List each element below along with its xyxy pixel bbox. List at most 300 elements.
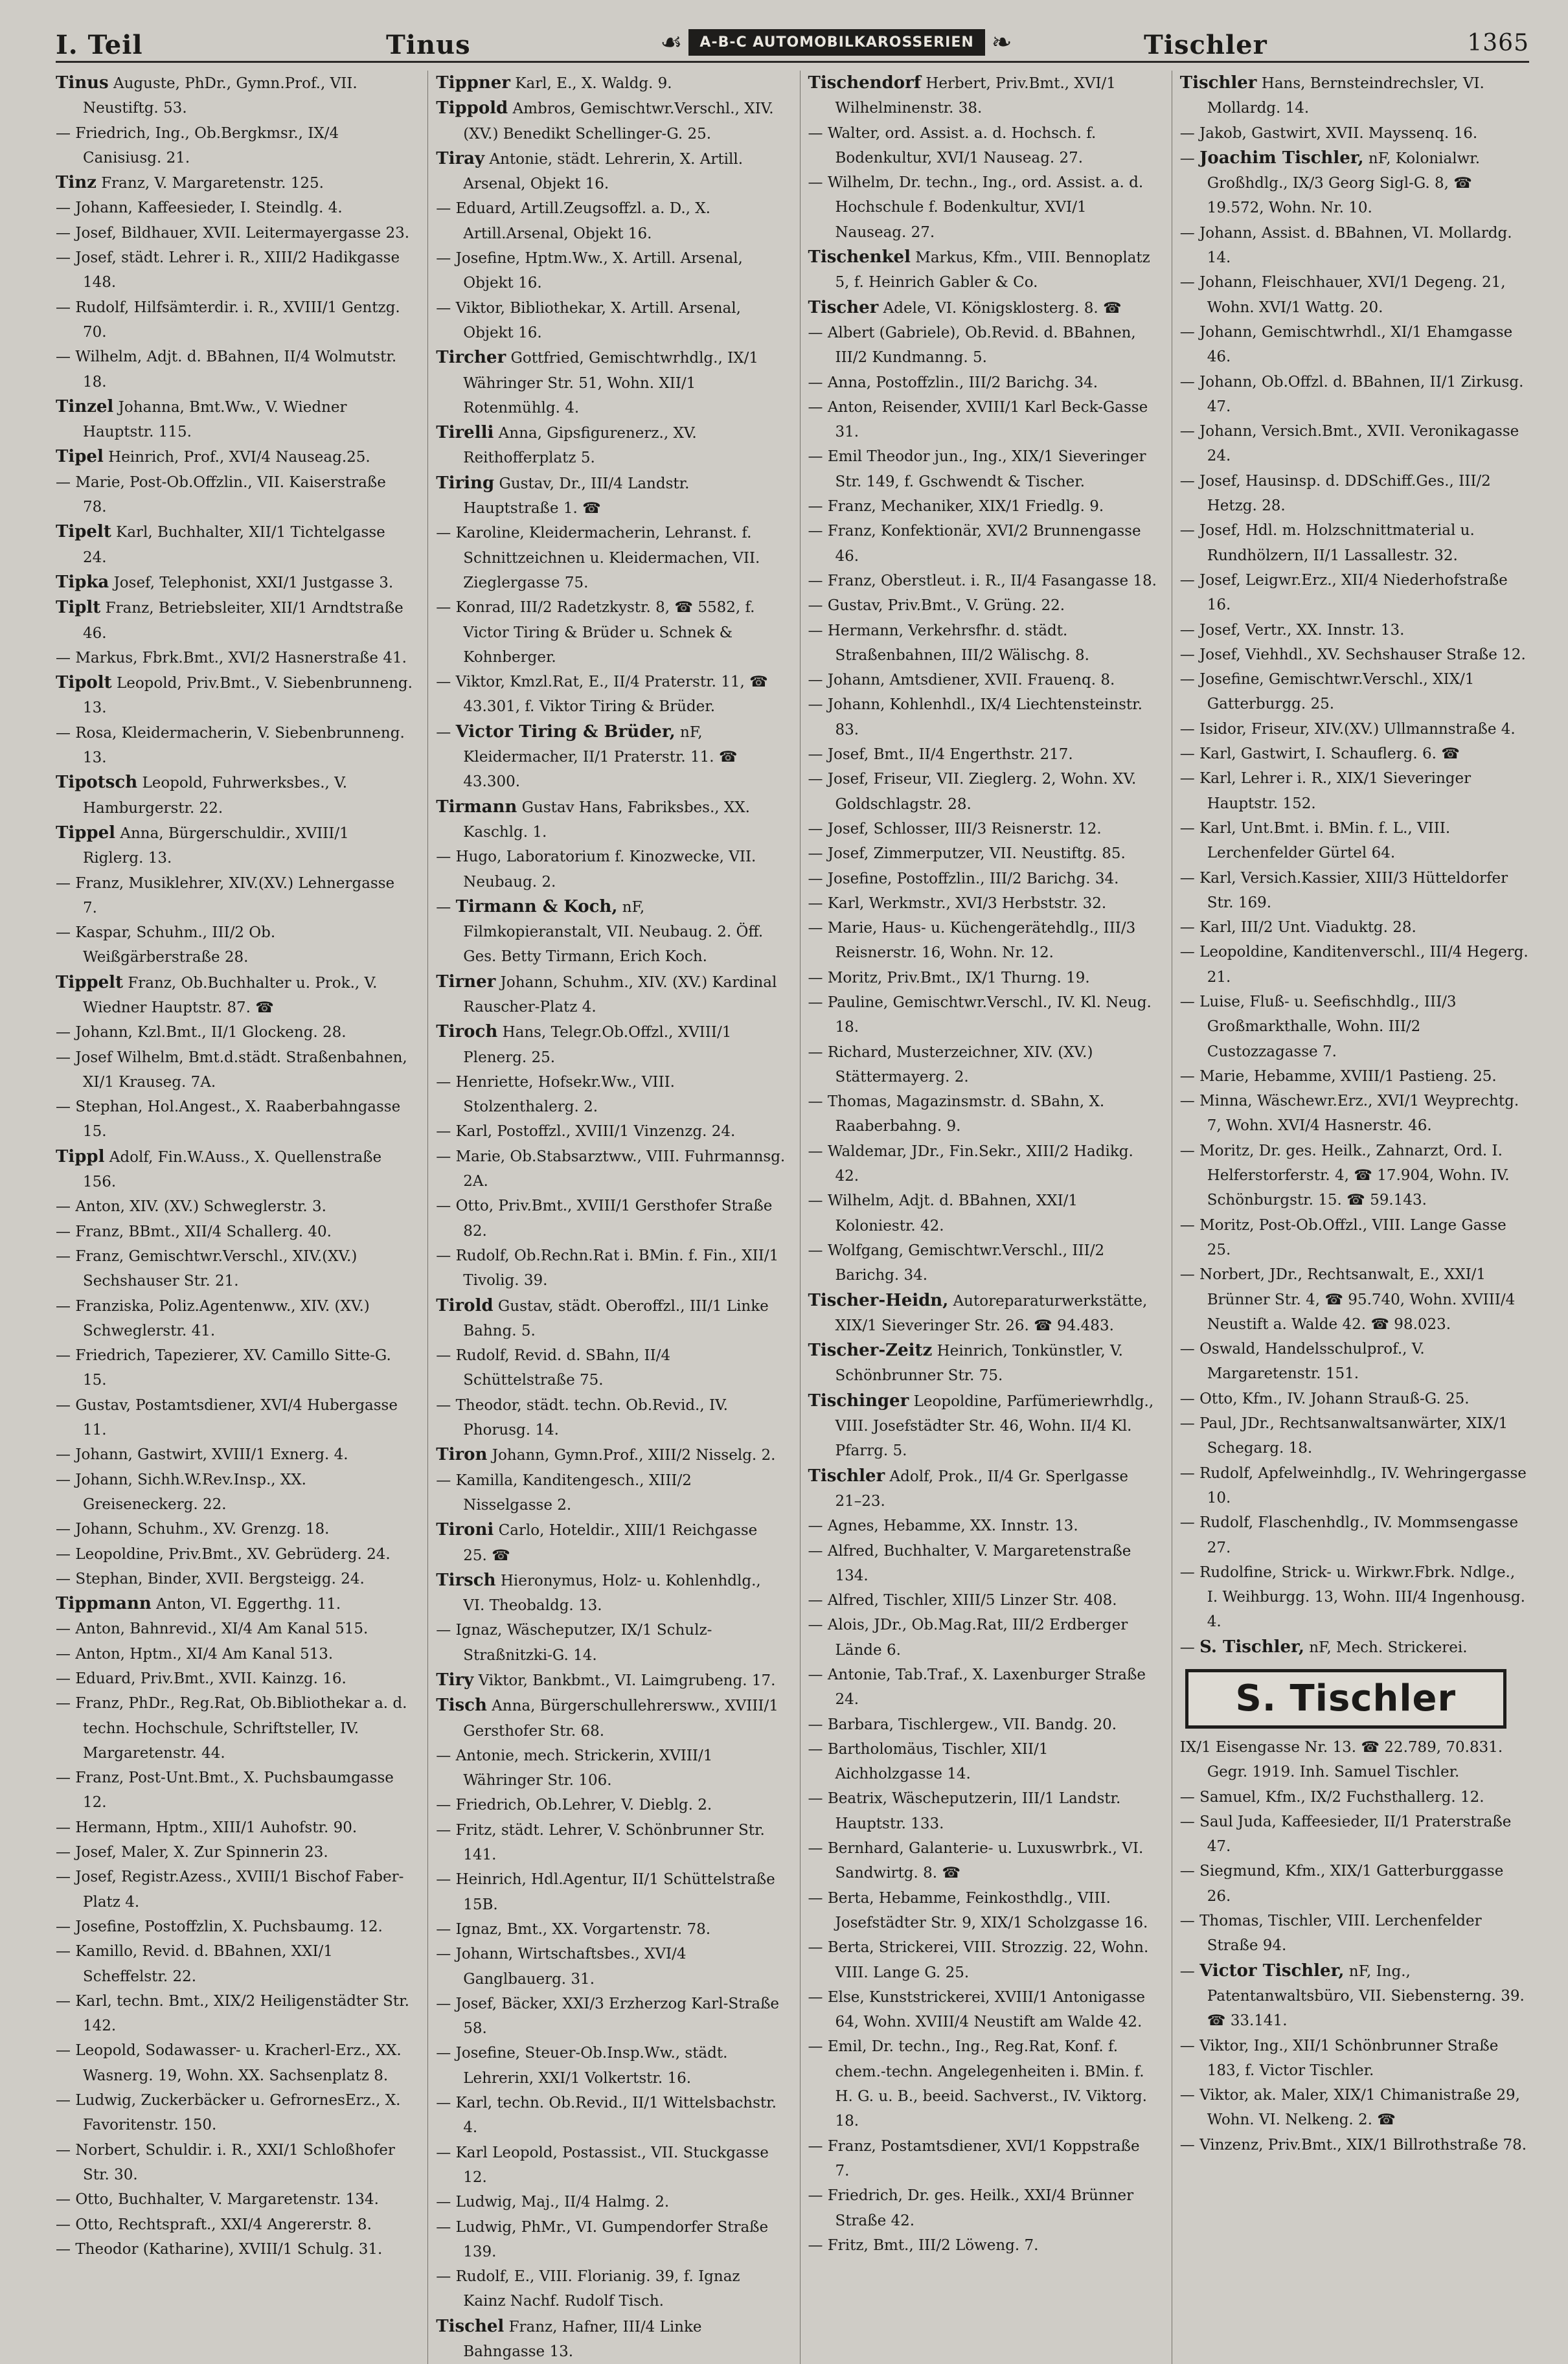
directory-entry [436, 670, 785, 720]
entry-surname: Tinzel [56, 396, 114, 416]
directory-entry [436, 1244, 785, 1293]
directory-heading-entry [436, 795, 785, 845]
entry-surname: Tiring [436, 473, 495, 493]
directory-entry [808, 569, 1157, 593]
entry-surname: Joachim Tischler, [1199, 148, 1364, 168]
directory-entry [56, 1915, 413, 1939]
entry-text: Josefine, Postoffzlin., III/2 Barichg. 34. [827, 870, 1119, 887]
entry-text: Stephan, Hol.Angest., X. Raaberbahngasse 15. [75, 1098, 401, 1141]
entry-text: Ludwig, PhMr., VI. Gumpendorfer Straße 139. [455, 2218, 769, 2260]
directory-entry [436, 720, 785, 795]
entry-text: Karl, Postoffzl., XVIII/1 Vinzenzg. 24. [455, 1123, 736, 1141]
entry-text: Johann, Ob.Offzl. d. BBahnen, II/1 Zirkusg. 47. [1199, 373, 1524, 415]
entry-text: Eduard, Priv.Bmt., XVII. Kainzg. 16. [75, 1670, 347, 1687]
entry-text: Karl, III/2 Unt. Viaduktg. 28. [1199, 919, 1416, 937]
directory-entry [808, 619, 1157, 668]
entry-text: Josef, Leigwr.Erz., XII/4 Niederhofstraße 16. [1199, 571, 1508, 614]
entry-text: Franziska, Poliz.Agentenww., XIV. (XV.) Schweglerstr. 41. [75, 1297, 370, 1339]
entry-text: Josefine, Hptm.Ww., X. Artill. Arsenal, Objekt 16. [455, 250, 743, 292]
directory-heading-entry [56, 394, 413, 445]
entry-text: Johann, Gemischtwrhdl., XI/1 Ehamgasse 46. [1199, 323, 1513, 366]
entry-text: Walter, ord. Assist. a. d. Hochsch. f. Bodenkultur, XVI/1 Nauseag. 27. [827, 124, 1096, 166]
entry-text: Gustav, Priv.Bmt., V. Grüng. 22. [827, 597, 1065, 615]
directory-entry [1180, 1411, 1529, 1461]
entry-text: Eduard, Artill.Zeugsoffzl. a. D., X. Artill.Arsenal, Objekt 16. [455, 200, 710, 242]
entry-text: Ignaz, Wäscheputzer, IX/1 Schulz-Straßnitzki-G. 14. [455, 1622, 712, 1664]
directory-entry [56, 1442, 413, 1467]
entry-text: Josef, Schlosser, III/3 Reisnerstr. 12. [827, 820, 1102, 837]
column-1 [56, 71, 413, 2364]
directory-entry [56, 470, 413, 520]
directory-entry [1180, 568, 1529, 618]
directory-entry [1180, 121, 1529, 146]
directory-entry [1180, 518, 1529, 568]
directory-heading-entry [808, 1338, 1157, 1389]
entry-text: Bartholomäus, Tischler, XII/1 Aichholzgasse 14. [827, 1740, 1049, 1783]
directory-entry [1180, 766, 1529, 816]
entry-text: Autoreparaturwerkstätte, XIX/1 Sieveringer Str. 26. ☎ 94.483. [835, 1292, 1148, 1334]
entry-text: Johann, Amtsdiener, XVII. Frauenq. 8. [827, 672, 1115, 689]
entry-text: Josef, Bäcker, XXI/3 Erzherzog Karl-Straße 58. [455, 1995, 780, 2038]
directory-entry [808, 1985, 1157, 2035]
directory-entry [808, 2034, 1157, 2133]
entry-text: Josef, Hdl. m. Holzschnittmaterial u. Rundhölzern, II/1 Lassallestr. 32. [1199, 522, 1475, 564]
directory-entry [56, 2212, 413, 2237]
directory-entry [808, 817, 1157, 841]
entry-text: Franz, Musiklehrer, XIV.(XV.) Lehnergasse 7. [75, 874, 395, 916]
entry-text: Auguste, PhDr., Gymn.Prof., VII. Neustiftg. 53. [83, 75, 358, 117]
emblem-icon: ❧ [991, 28, 1012, 56]
directory-entry [1180, 1387, 1529, 1411]
entry-surname: Victor Tiring & Brüder, [455, 722, 676, 742]
entry-surname: Tircher [436, 348, 506, 368]
entry-text: Franz, Konfektionär, XVI/2 Brunnengasse 46. [827, 523, 1141, 565]
entry-surname: Tischel [436, 2316, 505, 2336]
entry-text: Moritz, Priv.Bmt., IX/1 Thurng. 19. [827, 969, 1090, 986]
entry-text: Jakob, Gastwirt, XVII. Mayssenq. 16. [1199, 124, 1478, 142]
directory-entry [1180, 1262, 1529, 1337]
entry-surname: Tischler [808, 1466, 885, 1486]
directory-entry [1180, 866, 1529, 916]
entry-surname: Tiroch [436, 1022, 498, 1042]
directory-heading-entry [436, 1442, 785, 1468]
entry-text: Carlo, Hoteldir., XIII/1 Reichgasse 25. ☎ [463, 1522, 758, 1564]
directory-entry [56, 2088, 413, 2138]
directory-entry [808, 1712, 1157, 1737]
directory-entry [808, 1514, 1157, 1538]
entry-text: Leopold, Fuhrwerksbes., V. Hamburgerstr. 22. [83, 775, 348, 817]
directory-heading-entry [436, 970, 785, 1020]
entry-text: Henriette, Hofsekr.Ww., VIII. Stolzenthalerg. 2. [455, 1073, 675, 1116]
entry-text: Markus, Fbrk.Bmt., XVI/2 Hasnerstraße 41. [75, 649, 407, 666]
directory-entry [56, 295, 413, 345]
entry-text: Moritz, Post-Ob.Offzl., VIII. Lange Gasse 25. [1199, 1216, 1506, 1258]
entry-text: Johann, Sichh.W.Rev.Insp., XX. Greiseneckerg. 22. [75, 1471, 306, 1513]
directory-heading-entry [56, 444, 413, 470]
entry-surname: Tischenkel [808, 247, 911, 267]
entry-text: Herbert, Priv.Bmt., XVI/1 Wilhelminenstr. 38. [835, 75, 1116, 117]
directory-entry [808, 444, 1157, 494]
advert-banner-text: A-B-C AUTOMOBILKAROSSERIEN [688, 29, 984, 56]
directory-entry [56, 1865, 413, 1915]
entry-text: Josef, städt. Lehrer i. R., XIII/2 Hadikgasse 148. [75, 249, 400, 291]
directory-entry [436, 1393, 785, 1443]
entry-text: Johann, Assist. d. BBahnen, VI. Mollardg. 14. [1199, 224, 1512, 267]
directory-entry [808, 867, 1157, 891]
entry-surname: Tisch [436, 1696, 487, 1716]
directory-entry [808, 668, 1157, 692]
directory-entry [1180, 1810, 1529, 1859]
directory-entry [56, 1020, 413, 1045]
entry-text: Karl, techn. Bmt., XIX/2 Heiligenstädter Str. 142. [75, 1992, 409, 2035]
directory-entry [808, 1040, 1157, 1090]
entry-text: Leopoldine, Priv.Bmt., XV. Gebrüderg. 24. [75, 1545, 391, 1563]
entry-text: Viktor, Kmzl.Rat, E., II/4 Praterstr. 11, ☎ 43.301, f. Viktor Tiring & Brüder. [455, 674, 768, 716]
entry-text: Otto, Kfm., IV. Johann Strauß-G. 25. [1199, 1390, 1470, 1407]
directory-heading-entry [436, 345, 785, 420]
header-banner [642, 27, 1030, 57]
entry-text: Franz, Mechaniker, XIX/1 Friedlg. 9. [827, 498, 1104, 516]
directory-entry [808, 395, 1157, 445]
directory-entry [808, 692, 1157, 742]
directory-heading-entry [808, 1464, 1157, 1514]
directory-heading-entry [436, 146, 785, 197]
entry-text: Albert (Gabriele), Ob.Revid. d. BBahnen, III/2 Kundmanng. 5. [827, 324, 1136, 367]
entry-text: Rudolf, Hilfsämterdir. i. R., XVIII/1 Gentzg. 70. [75, 299, 400, 341]
directory-heading-entry [808, 1288, 1157, 1339]
entry-text: Oswald, Handelsschulprof., V. Margaretenstr. 151. [1199, 1341, 1425, 1383]
entry-surname: Tipel [56, 447, 104, 467]
entry-text: Viktor, Bankbmt., VI. Laimgrubeng. 17. [478, 1672, 776, 1689]
entry-text: Friedrich, Tapezierer, XV. Camillo Sitte-G. 15. [75, 1347, 391, 1389]
entry-text: Karl, Gastwirt, I. Schauflerg. 6. ☎ [1199, 745, 1460, 763]
entry-surname: Tischer-Heidn, [808, 1290, 949, 1310]
directory-entry [1180, 1139, 1529, 1213]
entry-text: Else, Kunststrickerei, XVIII/1 Antonigasse 64, Wohn. XVIII/4 Neustift am Walde 42. [827, 1988, 1146, 2031]
directory-entry [56, 1542, 413, 1567]
entry-surname: Tiray [436, 148, 485, 168]
directory-heading-entry [436, 1568, 785, 1619]
entry-surname: Tinz [56, 173, 97, 193]
directory-entry [436, 1744, 785, 1793]
entry-surname: Tippold [436, 98, 508, 119]
entry-text: Friedrich, Dr. ges. Heilk., XXI/4 Brünner Straße 42. [827, 2187, 1134, 2229]
entry-surname: Tirold [436, 1295, 494, 1315]
directory-entry [808, 1935, 1157, 1985]
directory-entry [1180, 2133, 1529, 2157]
directory-heading-entry [436, 96, 785, 146]
entry-text: Emil, Dr. techn., Ing., Reg.Rat, Konf. f. chem.-techn. Angelegenheiten i. BMin. f. H. G. u. B., beeid. Sachverst., IV. Viktorg. 18. [827, 2038, 1147, 2130]
entry-text: Marie, Haus- u. Küchengerätehdlg., III/3 Reisnerstr. 16, Wohn. Nr. 12. [827, 920, 1136, 962]
directory-heading-entry [808, 245, 1157, 295]
directory-entry [436, 845, 785, 894]
directory-entry [56, 2187, 413, 2212]
directory-heading-entry [436, 1019, 785, 1070]
directory-entry [1180, 717, 1529, 742]
entry-text: Saul Juda, Kaffeesieder, II/1 Praterstraße 47. [1199, 1813, 1512, 1856]
entry-text: Franz, Hafner, III/4 Linke Bahngasse 13. [463, 2318, 702, 2361]
entry-text: Anna, Postoffzlin., III/2 Barichg. 34. [827, 374, 1098, 391]
entry-text: Kaspar, Schuhm., III/2 Ob. Weißgärberstraße 28. [75, 924, 276, 966]
directory-entry [1180, 618, 1529, 642]
entry-surname: Tippmann [56, 1594, 152, 1614]
directory-entry [436, 1194, 785, 1244]
advertisement-box: S. Tischler [1185, 1669, 1506, 1729]
entry-text: Josef, Viehhdl., XV. Sechshauser Straße 12. [1199, 646, 1526, 663]
entry-text: Konrad, III/2 Radetzkystr. 8, ☎ 5582, f. Victor Tiring & Brüder u. Schnek & Kohnberger. [455, 599, 755, 666]
directory-entry [808, 841, 1157, 866]
entry-text: Heinrich, Tonkünstler, V. Schönbrunner Str. 75. [835, 1343, 1123, 1385]
entry-text: Josef, Hausinsp. d. DDSchiff.Ges., III/2 Hetzg. 28. [1199, 472, 1491, 515]
directory-entry [808, 1663, 1157, 1712]
entry-text: Emil Theodor jun., Ing., XIX/1 Sieveringer Str. 149, f. Gschwendt & Tischer. [827, 448, 1146, 490]
entry-text: Anton, Hptm., XI/4 Am Kanal 513. [75, 1645, 334, 1663]
entry-text: Franz, Betriebsleiter, XII/1 Arndtstraße 46. [83, 600, 403, 642]
entry-text: Wilhelm, Adjt. d. BBahnen, XXI/1 Koloniestr. 42. [827, 1192, 1078, 1234]
entry-text: Josef, Vertr., XX. Innstr. 13. [1199, 621, 1405, 639]
directory-entry [1180, 1785, 1529, 1810]
column-4 [1172, 71, 1529, 2364]
entry-text: Luise, Fluß- u. Seefischhdlg., III/3 Großmarkthalle, Wohn. III/2 Custozzagasse 7. [1199, 993, 1457, 1060]
directory-entry [56, 2237, 413, 2262]
directory-entry [56, 1642, 413, 1666]
entry-text: Thomas, Magazinsmstr. d. SBahn, X. Raaberbahng. 9. [827, 1093, 1105, 1135]
directory-entry [808, 990, 1157, 1040]
directory-entry [56, 1815, 413, 1840]
directory-heading-entry [1180, 71, 1529, 121]
entry-surname: Tiplt [56, 598, 101, 618]
entry-text: Ambros, Gemischtwr.Verschl., XIV.(XV.) Benedikt Schellinger-G. 25. [463, 100, 774, 142]
directory-heading-entry [808, 1389, 1157, 1464]
directory-heading-entry [56, 970, 413, 1021]
directory-entry [808, 966, 1157, 990]
directory-entry [56, 1666, 413, 1691]
page-header [56, 27, 1529, 63]
entry-text: Adolf, Prok., II/4 Gr. Sperlgasse 21–23. [835, 1468, 1128, 1510]
entry-text: Josef, Maler, X. Zur Spinnerin 23. [75, 1844, 328, 1861]
entry-text: Wilhelm, Dr. techn., Ing., ord. Assist. a. d. Hochschule f. Bodenkultur, XVI/1 Nauseag. 27. [827, 174, 1144, 241]
entry-text: Gustav, Postamtsdiener, XVI/4 Hubergasse 11. [75, 1396, 398, 1439]
entry-text: Franz, V. Margaretenstr. 125. [101, 175, 324, 192]
entry-text: Josef, Zimmerputzer, VII. Neustiftg. 85. [827, 845, 1126, 863]
directory-entry [436, 2190, 785, 2214]
directory-entry [56, 1294, 413, 1344]
entry-text: Franz, Postamtsdiener, XVI/1 Koppstraße 7. [827, 2137, 1140, 2179]
entry-text: Markus, Kfm., VIII. Bennoplatz 5, f. Heinrich Gabler & Co. [835, 249, 1150, 291]
directory-entry [56, 1468, 413, 1517]
directory-entry [1180, 915, 1529, 940]
directory-heading-entry [436, 1693, 785, 1744]
directory-entry [56, 646, 413, 670]
directory-heading-entry [436, 71, 785, 96]
directory-entry [1180, 1089, 1529, 1139]
entry-surname: Tirmann & Koch, [455, 896, 618, 916]
directory-heading-entry [436, 471, 785, 521]
entry-text: nF, Kleidermacher, II/1 Praterstr. 11. ☎ 43.300. [463, 723, 738, 791]
entry-text: Wolfgang, Gemischtwr.Verschl., III/2 Barichg. 34. [827, 1242, 1105, 1284]
directory-heading-entry [808, 71, 1157, 121]
directory-entry [808, 1886, 1157, 1936]
directory-entry [808, 1613, 1157, 1663]
entry-text: Ignaz, Bmt., XX. Vorgartenstr. 78. [455, 1920, 711, 1938]
directory-entry [436, 2141, 785, 2190]
entry-text: Josef, Bildhauer, XVII. Leitermayergasse 23. [75, 224, 410, 242]
entry-text: Gustav, städt. Oberoffzl., III/1 Linke Bahng. 5. [463, 1297, 769, 1339]
directory-entry [436, 1942, 785, 1992]
entry-text: Bernhard, Galanterie- u. Luxuswrbrk., VI. Sandwirtg. 8. ☎ [827, 1840, 1144, 1882]
directory-heading-entry [808, 295, 1157, 321]
directory-entry [56, 196, 413, 220]
directory-entry [808, 1539, 1157, 1589]
directory-entry [1180, 2083, 1529, 2133]
directory-entry [56, 1567, 413, 1591]
entry-text: Viktor, Ing., XII/1 Schönbrunner Straße 183, f. Victor Tischler. [1199, 2037, 1499, 2079]
entry-surname: Tironi [436, 1520, 494, 1540]
directory-entry [1180, 320, 1529, 370]
entry-text: Agnes, Hebamme, XX. Innstr. 13. [827, 1517, 1078, 1535]
directory-heading-entry [56, 770, 413, 821]
directory-heading-entry [436, 2314, 785, 2364]
entry-text: Leopold, Priv.Bmt., V. Siebenbrunneng. 13. [83, 675, 413, 717]
directory-entry [436, 1867, 785, 1917]
entry-text: Ludwig, Maj., II/4 Halmg. 2. [455, 2194, 670, 2211]
directory-entry [56, 345, 413, 394]
entry-text: Anton, VI. Eggerthg. 11. [156, 1596, 341, 1613]
entry-text: Samuel, Kfm., IX/2 Fuchsthallerg. 12. [1199, 1788, 1484, 1806]
entry-text: Viktor, ak. Maler, XIX/1 Chimanistraße 29, Wohn. VI. Nelkeng. 2. ☎ [1199, 2087, 1520, 2129]
directory-entry [808, 593, 1157, 618]
entry-text: Josef, Bmt., II/4 Engerthstr. 217. [827, 746, 1073, 764]
entry-text: Alois, JDr., Ob.Mag.Rat, III/2 Erdberger Lände 6. [827, 1617, 1128, 1659]
directory-entry [1180, 221, 1529, 271]
right-guide-word: Tischler [1144, 30, 1267, 60]
entry-text: Leopoldine, Kanditenverschl., III/4 Hegerg. 21. [1199, 944, 1528, 986]
entry-text: Berta, Hebamme, Feinkosthdlg., VIII. Josefstädter Str. 9, XIX/1 Scholzgasse 16. [827, 1889, 1148, 1931]
directory-entry [56, 1194, 413, 1219]
entry-text: Leopoldine, Parfümeriewrhdlg., VIII. Josefstädter Str. 46, Wohn. II/4 Kl. Pfarrg. 5. [835, 1392, 1154, 1460]
entry-surname: Tischendorf [808, 73, 921, 93]
directory-entry [56, 2038, 413, 2088]
entry-text: IX/1 Eisengasse Nr. 13. ☎ 22.789, 70.831. Gegr. 1919. Inh. Samuel Tischler. [1179, 1739, 1503, 1781]
directory-entry [56, 1045, 413, 1095]
part-label: I. Teil [56, 30, 143, 60]
directory-entry [436, 296, 785, 346]
entry-text: Hugo, Laboratorium f. Kinozwecke, VII. Neubaug. 2. [455, 848, 756, 891]
entry-text: Johann, Kzl.Bmt., II/1 Glockeng. 28. [75, 1024, 347, 1041]
directory-entry [56, 1617, 413, 1641]
directory-heading-entry [56, 1591, 413, 1617]
directory-entry [808, 519, 1157, 569]
entry-text: Paul, JDr., Rechtsanwaltsanwärter, XIX/1 Schegarg. 18. [1199, 1415, 1508, 1457]
directory-entry [1180, 1337, 1529, 1387]
directory-heading-entry [56, 519, 413, 570]
entry-text: Franz, Ob.Buchhalter u. Prok., V. Wiedner Hauptstr. 87. ☎ [83, 974, 378, 1016]
directory-entry [1180, 667, 1529, 717]
entry-text: Isidor, Friseur, XIV.(XV.) Ullmannstraße 4. [1199, 720, 1516, 738]
directory-columns [56, 71, 1529, 2364]
entry-text: Moritz, Dr. ges. Heilk., Zahnarzt, Ord. I. Helferstorferstr. 4, ☎ 17.904, Wohn. IV. Schönburgstr. 15. ☎ 59.143. [1199, 1142, 1510, 1209]
directory-entry [808, 891, 1157, 916]
entry-text: Anton, Reisender, XVIII/1 Karl Beck-Gasse 31. [827, 398, 1148, 441]
entry-surname: Tischinger [808, 1391, 909, 1411]
directory-heading-entry [56, 595, 413, 646]
entry-surname: Tipotsch [56, 773, 138, 793]
entry-surname: Tipka [56, 572, 109, 592]
entry-text: Josefine, Steuer-Ob.Insp.Ww., städt. Lehrerin, XXI/1 Volkertstr. 16. [455, 2045, 728, 2087]
entry-text: nF, Mech. Strickerei. [1309, 1639, 1468, 1656]
entry-text: Josefine, Postoffzlin, X. Puchsbaumg. 12. [75, 1918, 383, 1935]
entry-text: Otto, Priv.Bmt., XVIII/1 Gersthofer Straße 82. [455, 1198, 773, 1240]
directory-entry [436, 1119, 785, 1144]
entry-text: Adolf, Fin.W.Auss., X. Quellenstraße 156. [83, 1148, 382, 1191]
entry-text: Rudolf, Flaschenhdlg., IV. Mommsengasse 27. [1199, 1514, 1519, 1556]
directory-entry [436, 2041, 785, 2091]
directory-entry [1180, 1959, 1529, 2034]
directory-entry [808, 121, 1157, 171]
entry-text: Siegmund, Kfm., XIX/1 Gatterburggasse 26. [1199, 1863, 1504, 1905]
entry-text: Gustav Hans, Fabriksbes., XX. Kaschlg. 1. [463, 799, 750, 841]
entry-text: Ludwig, Zuckerbäcker u. GefrornesErz., X. Favoritenstr. 150. [75, 2092, 401, 2134]
entry-text: Waldemar, JDr., Fin.Sekr., XIII/2 Hadikg. 42. [827, 1142, 1133, 1185]
entry-text: Otto, Buchhalter, V. Margaretenstr. 134. [75, 2191, 379, 2209]
directory-heading-entry [436, 420, 785, 471]
entry-text: Johann, Kaffeesieder, I. Steindlg. 4. [75, 199, 343, 217]
directory-heading-entry [436, 1517, 785, 1568]
entry-text: Hans, Telegr.Ob.Offzl., XVIII/1 Plenerg. 25. [463, 1024, 732, 1066]
entry-text: Antonie, städt. Lehrerin, X. Artill. Arsenal, Objekt 16. [463, 150, 744, 193]
directory-entry [808, 1737, 1157, 1787]
entry-surname: Tiron [436, 1445, 488, 1465]
directory-entry [808, 742, 1157, 767]
entry-text: Barbara, Tischlergew., VII. Bandg. 20. [827, 1716, 1117, 1733]
directory-entry [56, 1989, 413, 2039]
entry-text: Johann, Schuhm., XV. Grenzg. 18. [75, 1521, 330, 1538]
entry-text: Karl, Werkmstr., XVI/3 Herbststr. 32. [827, 894, 1107, 912]
directory-entry [436, 1343, 785, 1393]
directory-entry [56, 1691, 413, 1766]
directory-entry [436, 246, 785, 296]
directory-entry [808, 1238, 1157, 1288]
entry-text: Alfred, Buchhalter, V. Margaretenstraße 134. [827, 1542, 1131, 1584]
column-3 [800, 71, 1157, 2364]
directory-entry [56, 1244, 413, 1294]
entry-text: Friedrich, Ing., Ob.Bergkmsr., IX/4 Canisiusg. 21. [75, 124, 339, 166]
directory-entry [808, 1139, 1157, 1189]
entry-text: Karl, E., X. Waldg. 9. [515, 75, 672, 92]
entry-text: Rudolf, Revid. d. SBahn, II/4 Schüttelstraße 75. [455, 1347, 671, 1389]
directory-entry [808, 2183, 1157, 2233]
directory-entry [56, 2138, 413, 2188]
directory-entry [1180, 1859, 1529, 1909]
entry-surname: Tippl [56, 1146, 105, 1166]
directory-entry [56, 1343, 413, 1393]
directory-heading-entry [56, 71, 413, 121]
directory-entry [436, 1793, 785, 1817]
entry-text: Richard, Musterzeichner, XIV. (XV.) Stättermayerg. 2. [827, 1043, 1093, 1085]
entry-text: Stephan, Binder, XVII. Bergsteigg. 24. [75, 1570, 365, 1587]
entry-text: Alfred, Tischler, XIII/5 Linzer Str. 408. [827, 1592, 1117, 1609]
entry-text: Rudolf, Ob.Rechn.Rat i. BMin. f. Fin., XII/1 Tivolig. 39. [455, 1247, 779, 1290]
directory-entry [808, 1089, 1157, 1139]
directory-entry [436, 521, 785, 595]
entry-text: Kamilla, Kanditengesch., XIII/2 Nisselgasse 2. [455, 1472, 692, 1514]
entry-text: Johann, Kohlenhdl., IX/4 Liechtensteinstr. 83. [827, 696, 1142, 738]
entry-text: Theodor (Katharine), XVIII/1 Schulg. 31. [75, 2240, 383, 2258]
entry-text: nF, Kolonialwr. Großhdlg., IX/3 Georg Sigl-G. 8, ☎ 19.572, Wohn. Nr. 10. [1207, 150, 1481, 217]
entry-text: Karl, Lehrer i. R., XIX/1 Sieveringer Hauptstr. 152. [1199, 770, 1471, 812]
entry-surname: Tiry [436, 1670, 474, 1690]
directory-heading-entry [56, 670, 413, 721]
